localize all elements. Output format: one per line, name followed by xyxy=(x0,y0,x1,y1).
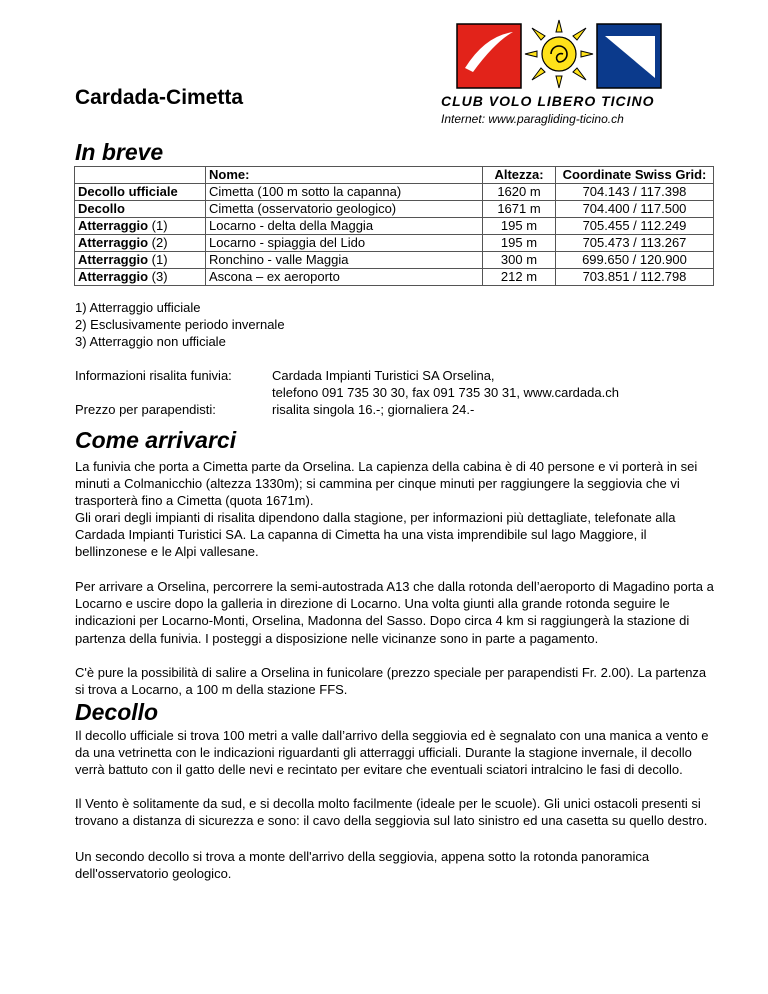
club-internet: Internet: www.paragliding-ticino.ch xyxy=(441,112,624,126)
hang-glider-icon xyxy=(597,24,661,88)
site-altitude: 195 m xyxy=(483,218,556,235)
site-coordinates: 705.473 / 113.267 xyxy=(556,235,714,252)
site-coordinates: 704.143 / 117.398 xyxy=(556,184,714,201)
site-type-note: (3) xyxy=(148,269,168,284)
paragraph: Per arrivare a Orselina, percorrere la semi-autostrada A13 che dalla rotonda dell’aeroporto di Magadino porta a Locarno e uscire dopo la galleria in direzione di Locarno. Una volta giunti alla grande rotonda seguire le indicazioni per Locarno-Monti, Orselina, Madonna del Sasso. Dopo circa 4 km si raggiungerà la stazione di partenza della funivia. I posteggi a disposizione nelle vicinanze sono in parte a pagamento. xyxy=(75,579,714,646)
sun-icon xyxy=(525,20,593,88)
site-type-note: (1) xyxy=(148,218,168,233)
site-type: Atterraggio xyxy=(78,218,149,233)
section-heading-decollo: Decollo xyxy=(75,699,159,725)
site-type: Atterraggio xyxy=(78,235,149,250)
site-coordinates: 705.455 / 112.249 xyxy=(556,218,714,235)
funivia-line-2: telefono 091 735 30 30, fax 091 735 30 31, www.cardada.ch xyxy=(272,385,619,400)
site-name: Cimetta (osservatorio geologico) xyxy=(206,201,483,218)
site-coordinates: 699.650 / 120.900 xyxy=(556,252,714,269)
site-coordinates: 704.400 / 117.500 xyxy=(556,201,714,218)
table-notes xyxy=(75,299,285,350)
section-heading-in-breve: In breve xyxy=(75,139,164,165)
site-altitude: 300 m xyxy=(483,252,556,269)
note-item: 3) Atterraggio non ufficiale xyxy=(75,334,226,349)
club-name: CLUB VOLO LIBERO TICINO xyxy=(441,93,655,109)
section-heading-come-arrivarci: Come arrivarci xyxy=(75,427,237,453)
site-type: Atterraggio xyxy=(78,269,149,284)
table-row xyxy=(75,269,714,286)
paraglider-icon xyxy=(457,24,521,88)
table-header-row xyxy=(75,167,714,184)
site-name: Locarno - spiaggia del Lido xyxy=(206,235,483,252)
site-name: Ronchino - valle Maggia xyxy=(206,252,483,269)
site-type: Atterraggio xyxy=(78,252,149,267)
site-altitude: 1620 m xyxy=(483,184,556,201)
paragraph: Un secondo decollo si trova a monte dell'arrivo della seggiovia, appena sotto la rotonda panoramica dell'osservatorio geologico. xyxy=(75,849,650,882)
funivia-label: Informazioni risalita funivia: xyxy=(75,368,232,383)
paragraph: La funivia che porta a Cimetta parte da Orselina. La capienza della cabina è di 40 persone e vi porterà in sei minuti a Colmanicchio (altezza 1330m); si cammina per cinque minuti per raggiungere la seggiovia che vi trasporterà fino a Cimetta (quota 1671m). xyxy=(75,459,698,509)
prezzo-label: Prezzo per parapendisti: xyxy=(75,402,216,417)
site-name: Locarno - delta della Maggia xyxy=(206,218,483,235)
site-type-note: (1) xyxy=(148,252,168,267)
document-title: Cardada-Cimetta xyxy=(75,86,244,109)
table-row xyxy=(75,252,714,269)
funivia-line-1: Cardada Impianti Turistici SA Orselina, xyxy=(272,368,495,383)
paragraph: Il Vento è solitamente da sud, e si decolla molto facilmente (ideale per le scuole). Gli unici ostacoli presenti si trovano a distanza di sicurezza e sono: il cavo della seggiovia sul lato sinistro ed una casetta su quello destro. xyxy=(75,796,708,829)
site-altitude: 212 m xyxy=(483,269,556,286)
paragraph: Il decollo ufficiale si trova 100 metri a valle dall’arrivo della seggiovia ed è segnalato con una manica a vento e da una vetrinetta con le indicazioni riguardanti gli atterraggi ufficiali. Durante la stagione invernale, il decollo verrà battuto con il gatto delle nevi e recintato per evitare che eventuali sciatori intralcino le fasi di decollo. xyxy=(75,728,709,778)
site-type: Decollo xyxy=(78,201,125,216)
paragraph: Gli orari degli impianti di risalita dipendono dalla stagione, per informazioni più dettagliate, telefonate alla Cardada Impianti Turistici SA. La capanna di Cimetta ha una vista imprendibile sul lago Maggiore, il bellinzonese e le Alpi vallesane. xyxy=(75,510,676,560)
table-header-cell: Altezza: xyxy=(483,167,556,184)
sites-table xyxy=(74,166,714,286)
table-row xyxy=(75,184,714,201)
paragraph: C'è pure la possibilità di salire a Orselina in funicolare (prezzo speciale per parapendisti Fr. 2.00). La partenza si trova a Locarno, a 100 m della stazione FFS. xyxy=(75,665,707,698)
table-header-cell: Coordinate Swiss Grid: xyxy=(556,167,714,184)
site-altitude: 195 m xyxy=(483,235,556,252)
note-item: 2) Esclusivamente periodo invernale xyxy=(75,317,285,332)
table-row xyxy=(75,235,714,252)
site-name: Cimetta (100 m sotto la capanna) xyxy=(206,184,483,201)
table-row xyxy=(75,201,714,218)
table-header-cell: Nome: xyxy=(206,167,483,184)
site-type-note: (2) xyxy=(148,235,168,250)
site-type: Decollo ufficiale xyxy=(78,184,178,199)
club-logo xyxy=(455,16,665,92)
site-coordinates: 703.851 / 112.798 xyxy=(556,269,714,286)
site-name: Ascona – ex aeroporto xyxy=(206,269,483,286)
table-row xyxy=(75,218,714,235)
prezzo-value: risalita singola 16.-; giornaliera 24.- xyxy=(272,402,475,417)
site-altitude: 1671 m xyxy=(483,201,556,218)
note-item: 1) Atterraggio ufficiale xyxy=(75,300,201,315)
table-header-cell xyxy=(75,167,206,184)
